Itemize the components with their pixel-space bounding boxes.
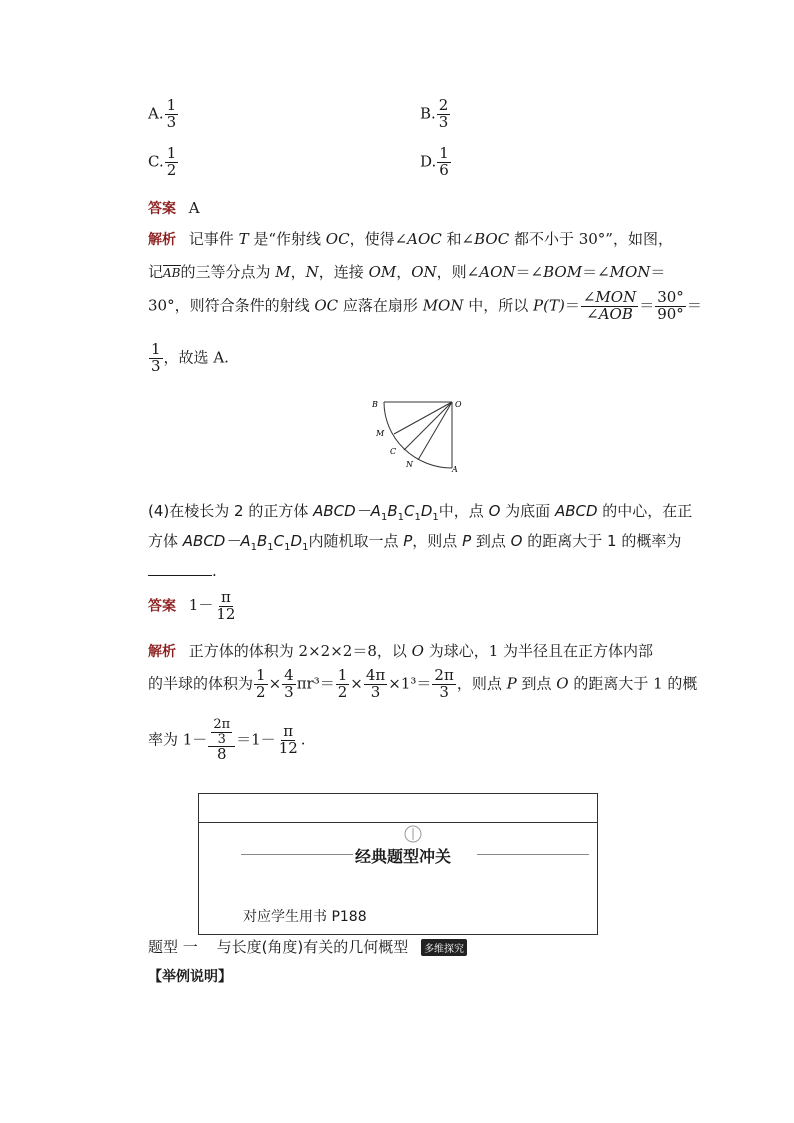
section-emblem-icon	[403, 824, 423, 844]
section-title: 经典题型冲关	[355, 847, 452, 866]
q4-line-1: (4)在棱长为 2 的正方体 $ABCD-A_1B_1C_1D_1$中，点 O 为底面 ABCD 的中心，在正	[148, 502, 693, 523]
label-a: A	[452, 465, 458, 474]
topic-label: 题型 一	[148, 938, 198, 956]
topic-line	[148, 936, 467, 957]
section-rule-left	[241, 854, 353, 855]
answer-1: 答案 A	[148, 199, 200, 217]
label-n: N	[406, 460, 413, 469]
label-o: O	[455, 400, 462, 409]
option-d: D. $\frac{1}{6}$	[420, 144, 449, 179]
analysis-2-line-3: 率为 1－ $\frac{\frac{2\pi}{3}}{8}$ ＝1－ $\frac{\pi}{12}$ .	[148, 717, 306, 764]
answer-blank	[148, 575, 212, 576]
label-c: C	[390, 447, 397, 456]
analysis-2-line-2: 的半球的体积为 $\frac{1}{2}$ × $\frac{4}{3}$ πr³＝ $\frac{1}{2}$ × $\frac{4\pi}{3}$ ×1³＝ $\frac{2\pi}{3}$ ，则点 P 到点 O 的距离大于 1 的概	[148, 666, 698, 701]
analysis-1-line-3: 30°，则符合条件的射线 OC 应落在扇形 MON 中，所以 P(T)＝ $\frac{\text{∠MON}}{\text{∠AOB}}$ ＝ $\frac{30^\circ}{90^\circ}$ ＝	[148, 288, 702, 323]
analysis-1-line-4: $\frac{1}{3}$ ，故选 A.	[151, 340, 229, 375]
topic-badge: 多维探究	[421, 939, 467, 956]
analysis-label: 解析	[148, 232, 176, 248]
option-b: B. $\frac{2}{3}$	[420, 96, 449, 131]
arc-ab: AB	[163, 266, 181, 280]
answer-label: 答案	[148, 201, 176, 217]
topic-title: 与长度(角度)有关的几何概型	[216, 938, 409, 956]
answer-2: 答案 1－ $\frac{\pi}{12}$	[148, 588, 236, 623]
q4-line-2: 方体 $ABCD-A_1B_1C_1D_1$内随机取一点 P，则点 P 到点 O 的距离大于 1 的概率为	[148, 532, 682, 553]
analysis-label: 解析	[148, 644, 176, 660]
section-box-divider	[199, 822, 597, 823]
analysis-1-line-2: 记AB的三等分点为 M，N，连接 OM，ON，则∠AON＝∠BOM＝∠MON＝	[148, 263, 666, 281]
analysis-2-line-1: 解析 正方体的体积为 2×2×2＝8，以 O 为球心，1 为半径且在正方体内部	[148, 642, 654, 660]
label-m: M	[376, 429, 385, 438]
label-b: B	[372, 400, 378, 409]
section-rule-right	[477, 854, 589, 855]
section-box	[198, 793, 598, 935]
option-a: A. $\frac{1}{3}$	[148, 96, 177, 131]
answer-label: 答案	[148, 598, 176, 615]
option-c: C. $\frac{1}{2}$	[148, 144, 177, 179]
section-ref: 对应学生用书 P188	[243, 909, 367, 925]
example-label: 【举例说明】	[148, 969, 232, 985]
q4-line-3: .	[148, 562, 217, 580]
sector-figure	[370, 396, 470, 474]
om-ray	[394, 402, 452, 434]
analysis-1-line-1: 解析 记事件 T 是“作射线 OC，使得∠AOC 和∠BOC 都不小于 30°”，如图，	[148, 230, 673, 248]
